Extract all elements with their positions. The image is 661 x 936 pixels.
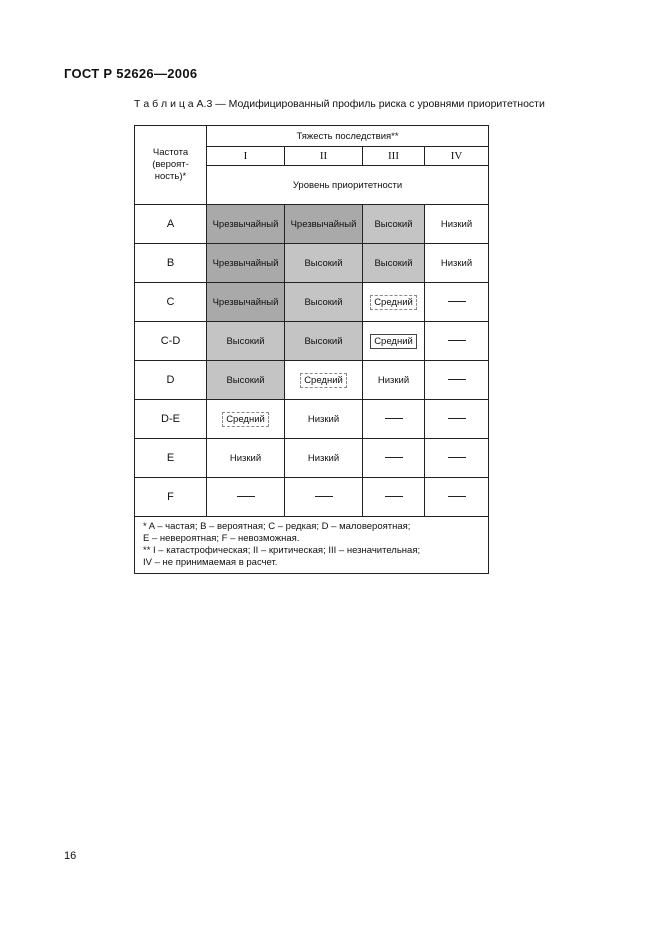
table-row	[135, 361, 489, 400]
priority-cell: Высокий	[363, 205, 425, 244]
dash-cell	[425, 322, 489, 361]
dash-mark	[237, 496, 255, 497]
frequency-cell: E	[135, 439, 207, 478]
frequency-cell: C	[135, 283, 207, 322]
table-row	[135, 439, 489, 478]
priority-cell-label: Средний	[222, 412, 269, 427]
dash-cell	[363, 478, 425, 517]
priority-cell: Низкий	[363, 361, 425, 400]
table-row	[135, 283, 489, 322]
severity-level-2: II	[285, 147, 363, 166]
dash-mark	[448, 496, 466, 497]
dash-mark	[448, 379, 466, 380]
priority-cell: Чрезвычайный	[285, 205, 363, 244]
priority-cell	[363, 283, 425, 322]
dash-mark	[315, 496, 333, 497]
priority-cell-label: Средний	[300, 373, 347, 388]
priority-cell: Высокий	[207, 322, 285, 361]
priority-cell-label: Средний	[370, 295, 417, 310]
dash-mark	[385, 457, 403, 458]
priority-header: Уровень приоритетности	[207, 166, 489, 205]
dash-mark	[385, 418, 403, 419]
dash-cell	[207, 478, 285, 517]
frequency-cell: D-E	[135, 400, 207, 439]
priority-cell	[285, 361, 363, 400]
dash-mark	[448, 457, 466, 458]
frequency-cell: F	[135, 478, 207, 517]
document-title: ГОСТ Р 52626—2006	[64, 66, 198, 81]
frequency-cell: D	[135, 361, 207, 400]
frequency-header-line-1: Частота	[152, 147, 189, 158]
dash-cell	[363, 439, 425, 478]
table-row	[135, 400, 489, 439]
dash-mark	[448, 301, 466, 302]
frequency-cell: A	[135, 205, 207, 244]
priority-cell: Низкий	[285, 400, 363, 439]
severity-level-3: III	[363, 147, 425, 166]
priority-cell: Низкий	[207, 439, 285, 478]
priority-cell: Высокий	[285, 283, 363, 322]
priority-cell	[363, 322, 425, 361]
priority-cell: Высокий	[363, 244, 425, 283]
priority-cell: Чрезвычайный	[207, 283, 285, 322]
priority-cell-label: Средний	[370, 334, 417, 349]
frequency-header-line-2: (вероят-	[152, 159, 189, 170]
priority-cell: Низкий	[425, 205, 489, 244]
priority-cell: Низкий	[425, 244, 489, 283]
note-line-4: IV – не принимаемая в расчет.	[143, 557, 278, 568]
table-row	[135, 322, 489, 361]
frequency-header-line-3: ность)*	[154, 171, 187, 182]
severity-header: Тяжесть последствия**	[207, 126, 489, 147]
dash-cell	[285, 478, 363, 517]
dash-cell	[425, 283, 489, 322]
dash-cell	[425, 361, 489, 400]
dash-cell	[425, 400, 489, 439]
priority-cell: Низкий	[285, 439, 363, 478]
priority-cell: Высокий	[285, 322, 363, 361]
risk-profile-table	[134, 125, 489, 574]
table-caption: Т а б л и ц а А.3 — Модифицированный профиль риска с уровнями приоритетности	[134, 98, 545, 110]
priority-cell: Высокий	[285, 244, 363, 283]
note-line-1: * A – частая; B – вероятная; C – редкая; D – маловероятная;	[143, 521, 411, 532]
dash-cell	[425, 478, 489, 517]
page-number: 16	[64, 850, 77, 862]
table-row	[135, 478, 489, 517]
priority-cell	[207, 400, 285, 439]
dash-mark	[448, 418, 466, 419]
frequency-cell: C-D	[135, 322, 207, 361]
table-notes	[135, 517, 489, 574]
note-line-2: E – невероятная; F – невозможная.	[143, 533, 300, 544]
severity-level-4: IV	[425, 147, 489, 166]
table-row	[135, 205, 489, 244]
priority-cell: Чрезвычайный	[207, 244, 285, 283]
priority-cell: Чрезвычайный	[207, 205, 285, 244]
frequency-cell: B	[135, 244, 207, 283]
severity-level-1: I	[207, 147, 285, 166]
dash-mark	[385, 496, 403, 497]
dash-cell	[363, 400, 425, 439]
dash-cell	[425, 439, 489, 478]
dash-mark	[448, 340, 466, 341]
table-row	[135, 244, 489, 283]
frequency-header	[135, 126, 207, 205]
note-line-3: ** I – катастрофическая; II – критическая; III – незначительная;	[143, 545, 421, 556]
priority-cell: Высокий	[207, 361, 285, 400]
